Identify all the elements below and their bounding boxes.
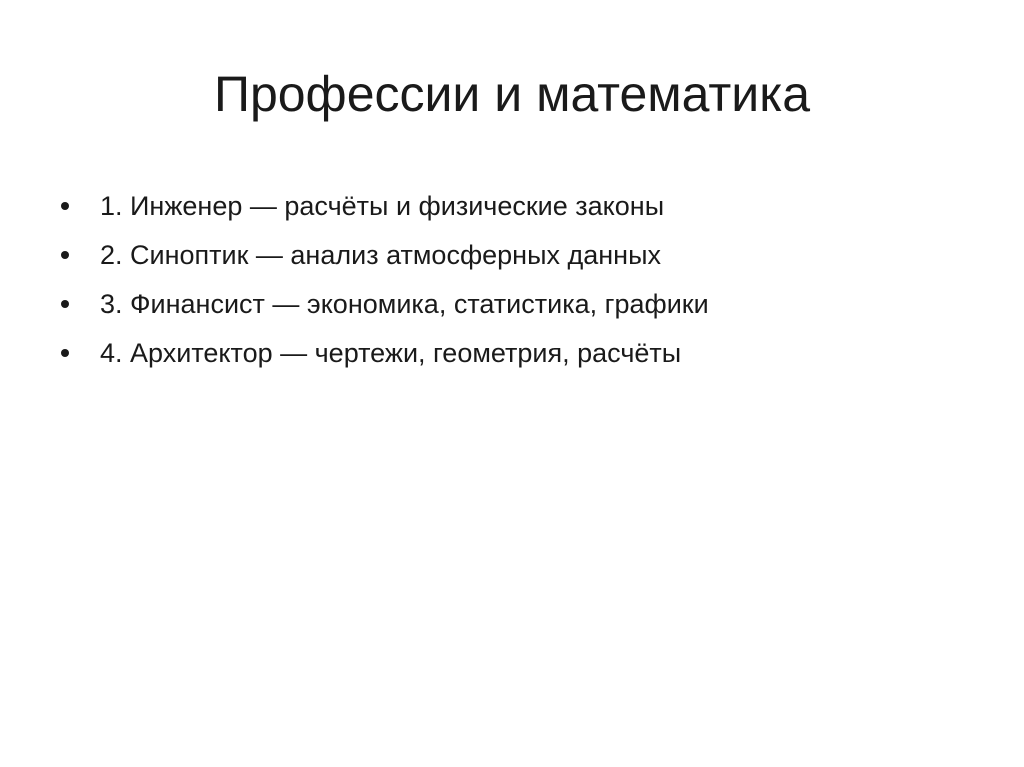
bullet-icon	[61, 202, 69, 210]
slide-title: Профессии и математика	[214, 66, 810, 122]
bullet-icon	[61, 349, 69, 357]
list-item-text: 2. Синоптик — анализ атмосферных данных	[100, 240, 662, 270]
list-item-text: 3. Финансист — экономика, статистика, графики	[100, 289, 709, 319]
list-item	[58, 233, 958, 282]
bullet-icon	[61, 300, 69, 308]
list-item-text: 4. Архитектор — чертежи, геометрия, расчёты	[100, 338, 682, 368]
list-item	[58, 184, 958, 233]
bullet-icon	[61, 251, 69, 259]
list-item	[58, 331, 958, 380]
list-item-text: 1. Инженер — расчёты и физические законы	[100, 191, 665, 221]
list-item	[58, 282, 958, 331]
bullet-list	[58, 184, 958, 380]
